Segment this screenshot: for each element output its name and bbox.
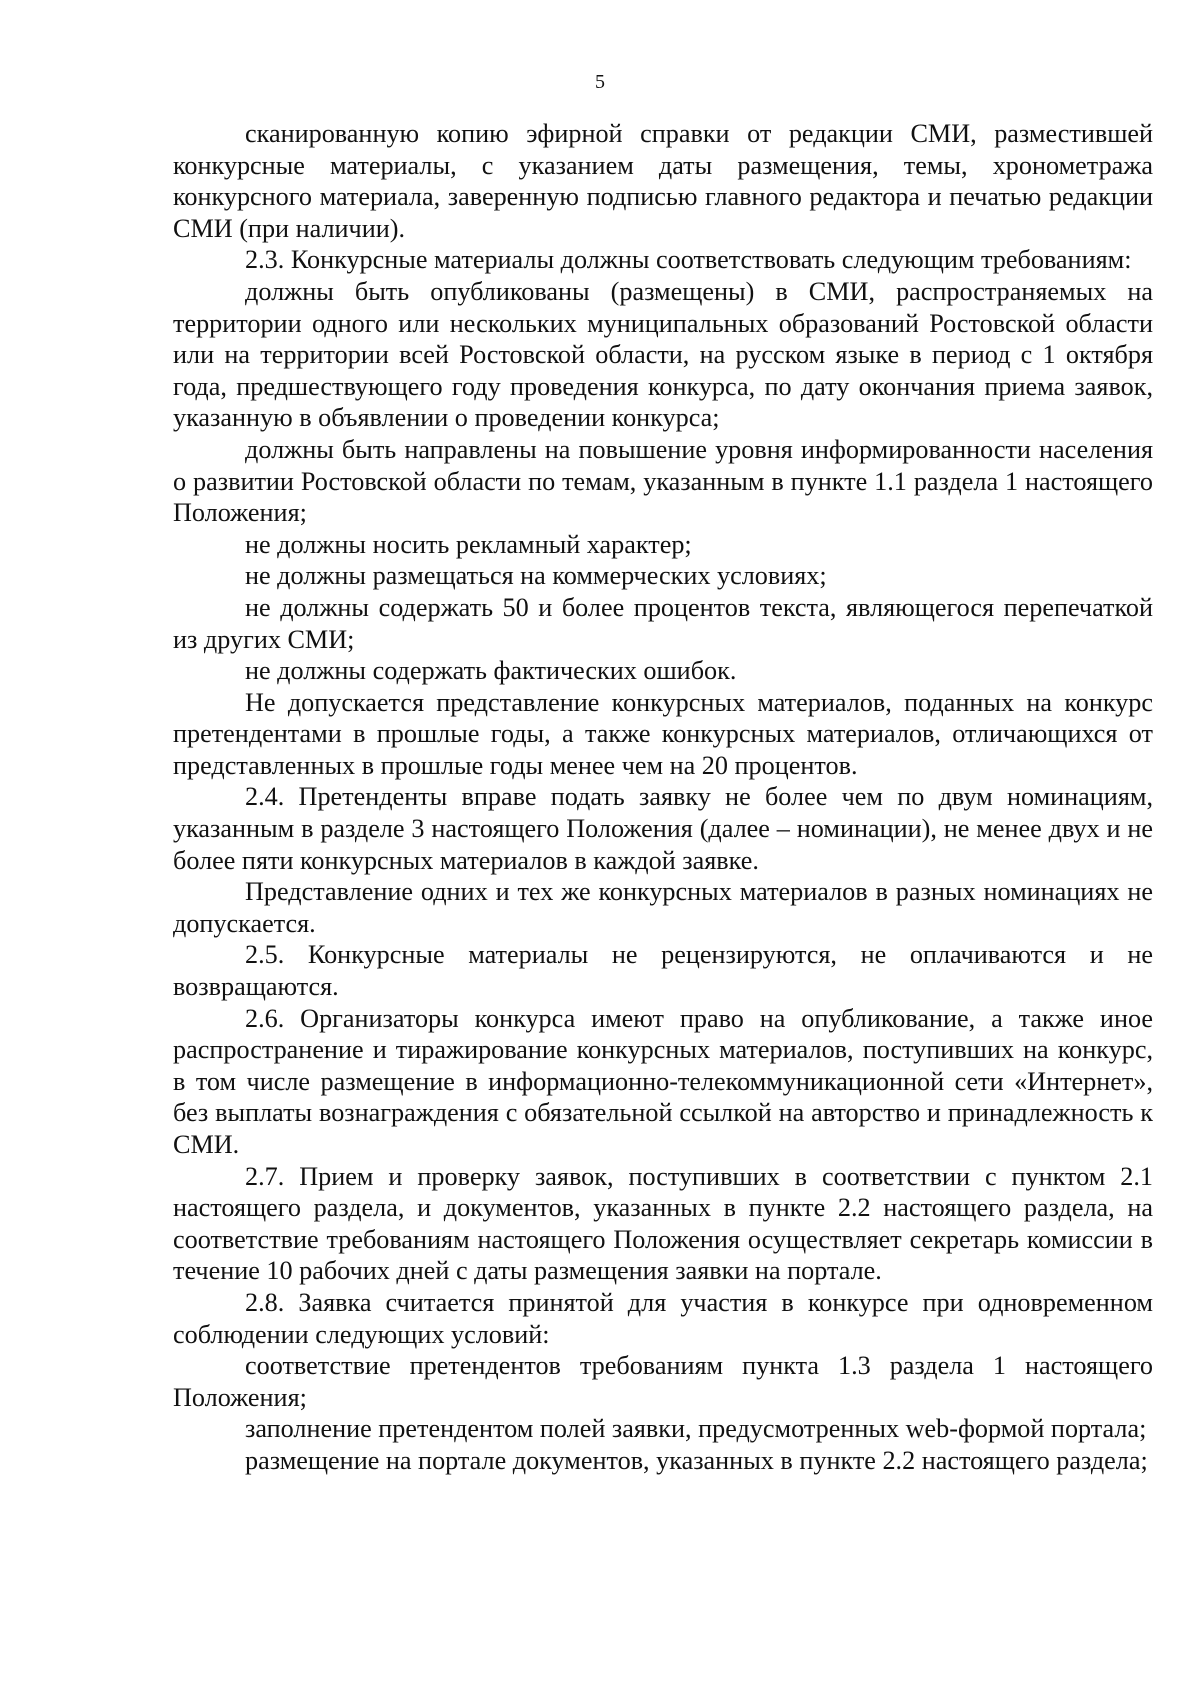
paragraph-same-materials: Представление одних и тех же конкурсных материалов в разных номинациях не допускается. [173, 877, 1153, 938]
paragraph-2-5: 2.5. Конкурсные материалы не рецензируются, не оплачиваются и не возвращаются. [173, 940, 1153, 1002]
paragraph-2-7: 2.7. Прием и проверку заявок, поступивших в соответствии с пунктом 2.1 настоящего раздела, и документов, указанных в пункте 2.2 настоящего раздела, на соответствие требованиям настоящего Положения осуществляет секретарь комиссии в течение 10 рабочих дней с даты размещения заявки на портале. [173, 1161, 1153, 1286]
paragraph-2-4: 2.4. Претенденты вправе подать заявку не более чем по двум номинациям, указанным в разделе 3 настоящего Положения (далее – номинации), не менее двух и не более пяти конкурсных материалов в каждой заявке. [173, 782, 1153, 875]
paragraph-directed: должны быть направлены на повышение уровня информированности населения о развитии Ростовской области по темам, указанным в пункте 1.1 раздела 1 настоящего Положения; [173, 434, 1153, 528]
paragraph-2-6: 2.6. Организаторы конкурса имеют право на опубликование, а также иное распространение и тиражирование конкурсных материалов, поступивших на конкурс, в том числе размещение в информационно-телекоммуникационной сети «Интернет», без выплаты вознаграждения с обязательной ссылкой на авторство и принадлежность к СМИ. [173, 1003, 1153, 1159]
page-number: 5 [595, 71, 605, 93]
paragraph-filling: заполнение претендентом полей заявки, предусмотренных web-формой портала; [245, 1414, 1147, 1444]
paragraph-2-3: 2.3. Конкурсные материалы должны соответствовать следующим требованиям: [245, 245, 1132, 275]
paragraph-compliance: соответствие претендентов требованиям пункта 1.3 раздела 1 настоящего Положения; [173, 1351, 1153, 1412]
paragraph-published: должны быть опубликованы (размещены) в СМИ, распространяемых на территории одного или нескольких муниципальных образований Ростовской области или на территории всей Ростовской области, на русском языке в период с 1 октября года, предшествующего году проведения конкурса, по дату окончания приема заявок, указанную в объявлении о проведении конкурса; [173, 276, 1153, 433]
paragraph-not-allowed: Не допускается представление конкурсных материалов, поданных на конкурс претендентами в прошлые годы, а также конкурсных материалов, отличающихся от представленных в прошлые годы менее чем на 20 процентов. [173, 687, 1153, 780]
paragraph-not-commercial: не должны размещаться на коммерческих условиях; [245, 561, 827, 591]
paragraph-no-errors: не должны содержать фактических ошибок. [245, 656, 737, 686]
document-body [173, 118, 1153, 1477]
paragraph-placement: размещение на портале документов, указанных в пункте 2.2 настоящего раздела; [245, 1445, 1148, 1475]
paragraph-not-reprint: не должны содержать 50 и более процентов текста, являющегося перепечаткой из других СМИ; [173, 592, 1153, 654]
paragraph-2-8: 2.8. Заявка считается принятой для участия в конкурсе при одновременном соблюдении следующих условий: [173, 1287, 1153, 1349]
paragraph-scan-copy: сканированную копию эфирной справки от редакции СМИ, разместившей конкурсные материалы, с указанием даты размещения, темы, хронометража конкурсного материала, заверенную подписью главного редактора и печатью редакции СМИ (при наличии). [173, 119, 1153, 243]
paragraph-not-advertising: не должны носить рекламный характер; [245, 529, 692, 559]
